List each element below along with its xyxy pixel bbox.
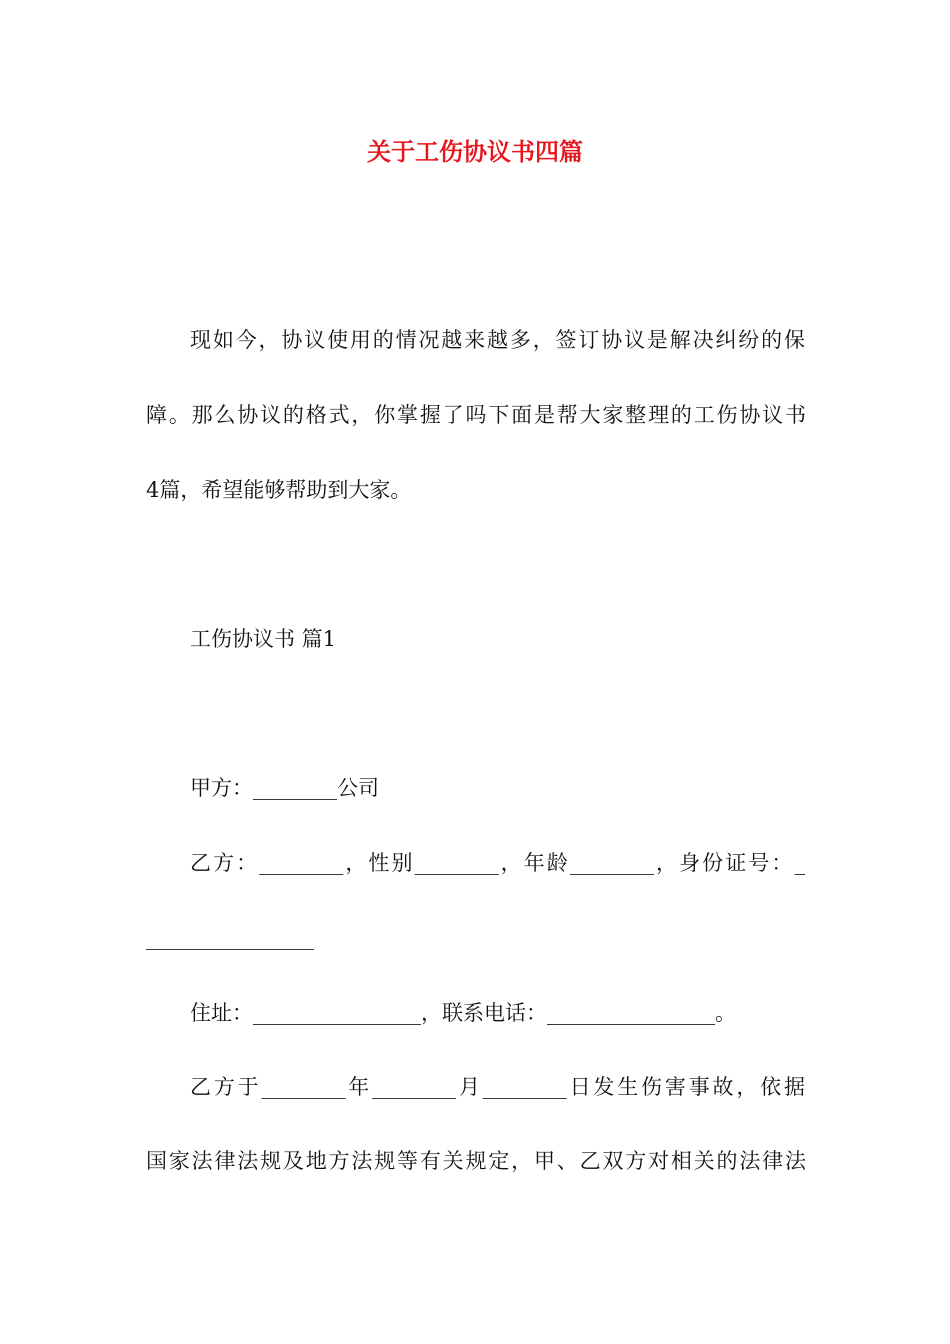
party-a-line: 甲方：________公司 (190, 776, 379, 800)
party-b-line-2: ________________ (146, 926, 314, 950)
section-heading: 工伤协议书 篇1 (190, 627, 337, 651)
party-b-line-1: 乙方：________，性别________，年龄________，身份证号：_ (190, 851, 805, 875)
intro-line-1: 现如今，协议使用的情况越来越多，签订协议是解决纠纷的保 (190, 328, 805, 352)
address-line: 住址：________________，联系电话：________________。 (190, 1001, 736, 1025)
document-title: 关于工伤协议书四篇 (367, 137, 583, 166)
intro-line-2: 障。那么协议的格式，你掌握了吗下面是帮大家整理的工伤协议书 (146, 403, 806, 427)
body-line-1: 乙方于________年________月________日发生伤害事故，依据 (190, 1075, 805, 1099)
body-line-2: 国家法律法规及地方法规等有关规定，甲、乙双方对相关的法律法 (146, 1149, 806, 1173)
intro-line-3: 4篇，希望能够帮助到大家。 (146, 478, 412, 502)
